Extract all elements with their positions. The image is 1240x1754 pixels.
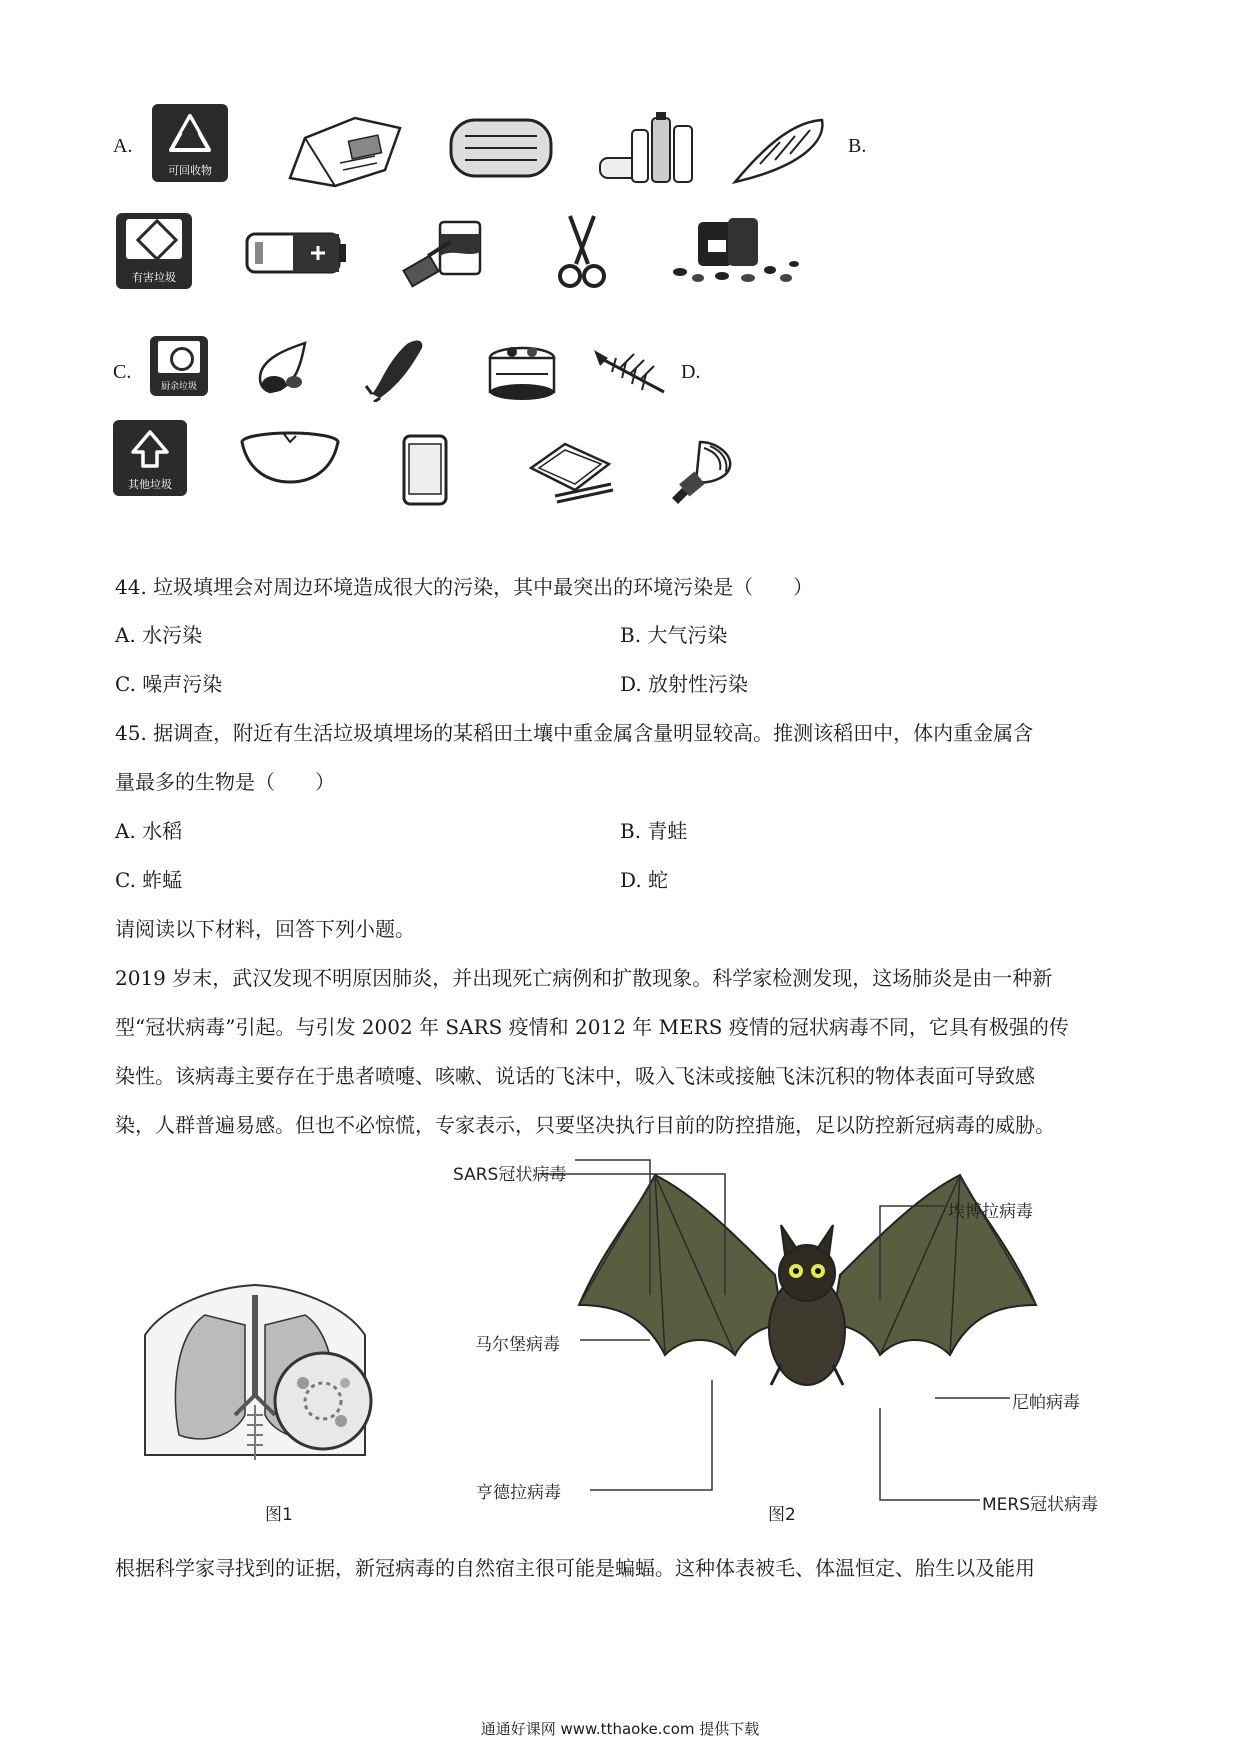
recycle-icon	[165, 112, 215, 156]
q45-stem-line2: 量最多的生物是（ ）	[115, 770, 335, 794]
q45-option-c: C. 蚱蜢	[115, 868, 183, 892]
hazard-symbol-icon	[126, 219, 182, 259]
mobile-phone-icon	[400, 432, 450, 508]
q45-option-d: D. 蛇	[620, 868, 669, 892]
q44-option-c: C. 噪声污染	[115, 672, 223, 696]
newspaper-icon	[285, 108, 405, 188]
other-waste-bin-sign	[113, 420, 187, 496]
q45-option-a: A. 水稻	[115, 819, 183, 843]
battery-icon	[243, 228, 348, 278]
material-line1: 2019 岁末，武汉发现不明原因肺炎，并出现死亡病例和扩散现象。科学家检测发现，这场肺炎是由一种新	[115, 966, 1053, 990]
q44-option-d: D. 放射性污染	[620, 672, 749, 696]
q44-option-b: B. 大气污染	[620, 623, 728, 647]
option-a-label: A.	[113, 135, 133, 157]
recyclable-bin-sign	[152, 104, 228, 182]
reading-intro: 请阅读以下材料，回答下列小题。	[115, 917, 415, 941]
hazardous-bin-sign	[116, 213, 192, 289]
option-c-label: C.	[113, 361, 132, 383]
label-marburg: 马尔堡病毒	[475, 1335, 560, 1355]
kitchen-caption: 厨余垃圾	[160, 382, 197, 392]
material-line4: 染，人群普遍易感。但也不必惊慌，专家表示，只要坚决执行目前的防控措施，足以防控新冠病毒的威胁。	[115, 1113, 1055, 1137]
label-ebola: 埃博拉病毒	[948, 1202, 1033, 1222]
label-nipah: 尼帕病毒	[1012, 1393, 1080, 1413]
recyclable-caption: 可回收物	[168, 164, 212, 177]
folded-towel-icon	[445, 110, 557, 186]
scissors-icon	[552, 212, 612, 292]
q44-option-a: A. 水污染	[115, 623, 203, 647]
seashell-icon	[730, 112, 830, 188]
other-waste-arrow-icon	[127, 428, 173, 470]
label-hendra: 亨德拉病毒	[476, 1483, 561, 1503]
hazardous-caption: 有害垃圾	[132, 271, 176, 284]
medicine-bottles-pills-icon	[668, 212, 808, 288]
q44-stem: 44. 垃圾填埋会对周边环境造成很大的污染，其中最突出的环境污染是（ ）	[115, 575, 814, 599]
option-b-label: B.	[848, 135, 867, 157]
option-d-label: D.	[681, 361, 701, 383]
figure1-caption: 图1	[265, 1505, 293, 1525]
food-symbol-icon	[158, 341, 200, 373]
lung-virus-illustration	[135, 1275, 375, 1465]
energy-saving-bulb-icon	[660, 436, 740, 512]
q45-stem-line1: 45. 据调查，附近有生活垃圾填埋场的某稻田土壤中重金属含量明显较高。推测该稻田中，体内重金属含	[115, 721, 1034, 745]
label-sars: SARS冠状病毒	[453, 1165, 567, 1185]
material-line3: 染性。该病毒主要存在于患者喷嚏、咳嗽、说话的飞沫中，吸入飞沫或接触飞沫沉积的物体表面可导致感	[115, 1064, 1035, 1088]
label-mers: MERS冠状病毒	[982, 1495, 1099, 1515]
kitchen-waste-bin-sign	[150, 336, 208, 396]
plastic-bottles-icon	[592, 108, 702, 188]
fish-bone-icon	[590, 340, 670, 400]
food-container-chopsticks-icon	[525, 438, 615, 508]
page-footer: 通通好课网 www.tthaoke.com 提供下载	[480, 1720, 760, 1738]
material-line2: 型“冠状病毒”引起。与引发 2002 年 SARS 疫情和 2012 年 MERS 疫情的冠状病毒不同，它具有极强的传	[115, 1015, 1069, 1039]
final-line: 根据科学家寻找到的证据，新冠病毒的自然宿主很可能是蝙蝠。这种体表被毛、体温恒定、胎生以及能用	[115, 1556, 1035, 1580]
cake-icon	[486, 338, 558, 402]
other-caption: 其他垃圾	[128, 478, 172, 491]
fish-icon	[362, 332, 432, 402]
broken-bowl-icon	[238, 430, 342, 486]
figure2-caption: 图2	[768, 1505, 796, 1525]
fruit-peel-icon	[250, 338, 320, 398]
paint-can-brush-icon	[398, 212, 488, 292]
q45-option-b: B. 青蛙	[620, 819, 688, 843]
